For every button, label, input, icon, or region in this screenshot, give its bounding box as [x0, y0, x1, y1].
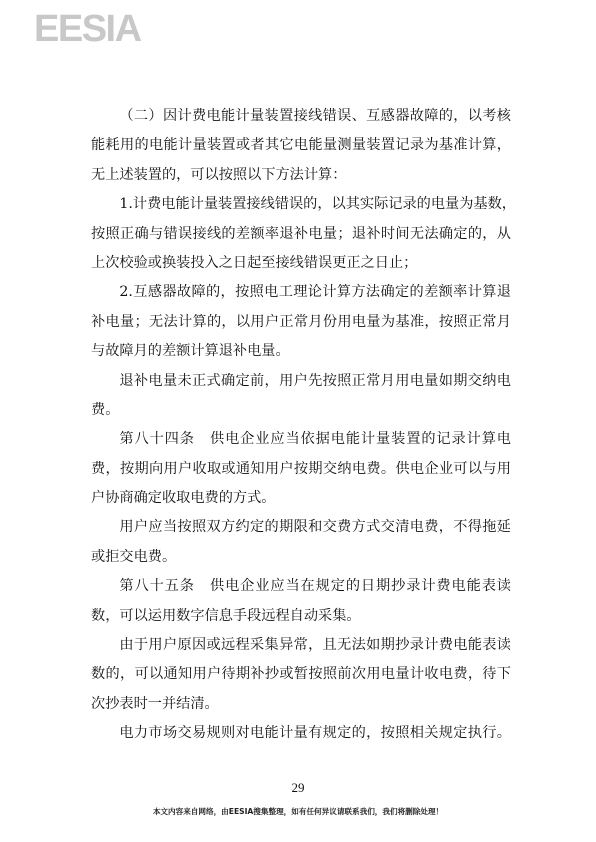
article-84-paragraph: [91, 425, 511, 513]
paragraph: [91, 719, 511, 748]
text-line: 户协商确定收取电费的方式。: [91, 490, 276, 507]
text-line: 次抄表时一并结清。: [91, 695, 219, 712]
text-line: 第八十五条 供电企业应当在规定的日期抄录计费电能表读: [119, 578, 511, 595]
text-line: 与故障月的差额计算退补电量。: [91, 343, 290, 360]
paragraph: [91, 367, 511, 426]
text-line: 由于用户原因或远程采集异常，且无法如期抄录计费电能表读: [119, 637, 511, 654]
text-line: 退补电量未正式确定前，用户先按照正常月用电量如期交纳电: [119, 372, 511, 389]
text-line: 数，可以运用数字信息手段远程自动采集。: [91, 607, 361, 624]
text-line: 用户应当按照双方约定的期限和交费方式交清电费，不得拖延: [119, 519, 511, 536]
paragraph: [91, 631, 511, 719]
footer-disclaimer: 本文内容来自网络，由EESIA搜集整理，如有任何异议请联系我们，我们将删除处理！: [152, 807, 444, 816]
text-line: 按照正确与错误接线的差额率退补电量；退补时间无法确定的，从: [91, 225, 511, 242]
text-line: 电力市场交易规则对电能计量有规定的，按照相关规定执行。: [119, 725, 511, 742]
article-85-paragraph: [91, 572, 511, 631]
text-line: 能耗用的电能计量装置或者其它电能量测量装置记录为基准计算，: [91, 137, 511, 154]
text-line: 数的，可以通知用户待期补抄或暂按照前次用电量计收电费，待下: [91, 666, 511, 683]
paragraph: [91, 513, 511, 572]
text-line: 补电量；无法计算的，以用户正常月份用电量为基准，按照正常月: [91, 313, 511, 330]
page-number: 29: [291, 780, 305, 795]
body-text: [91, 102, 516, 749]
text-line: 上次校验或换装投入之日起至接线错误更正之日止；: [91, 254, 418, 271]
text-line: （二）因计费电能计量装置接线错误、互感器故障的，以考核: [119, 108, 511, 124]
text-line: 无上述装置的，可以按照以下方法计算：: [91, 166, 347, 183]
text-line: 1.计费电能计量装置接线错误的，以其实际记录的电量为基数，: [119, 196, 516, 213]
eesia-logo: EESIA: [34, 8, 141, 50]
text-line: 或拒交电费。: [91, 548, 177, 565]
text-line: 费。: [91, 401, 120, 418]
paragraph: [91, 190, 516, 278]
paragraph: [91, 278, 511, 366]
paragraph: [91, 102, 511, 190]
text-line: 费，按期向用户收取或通知用户按期交纳电费。供电企业可以与用: [91, 460, 511, 477]
text-line: 第八十四条 供电企业应当依据电能计量装置的记录计算电: [119, 431, 511, 448]
text-line: 2.互感器故障的，按照电工理论计算方法确定的差额率计算退: [119, 284, 511, 301]
